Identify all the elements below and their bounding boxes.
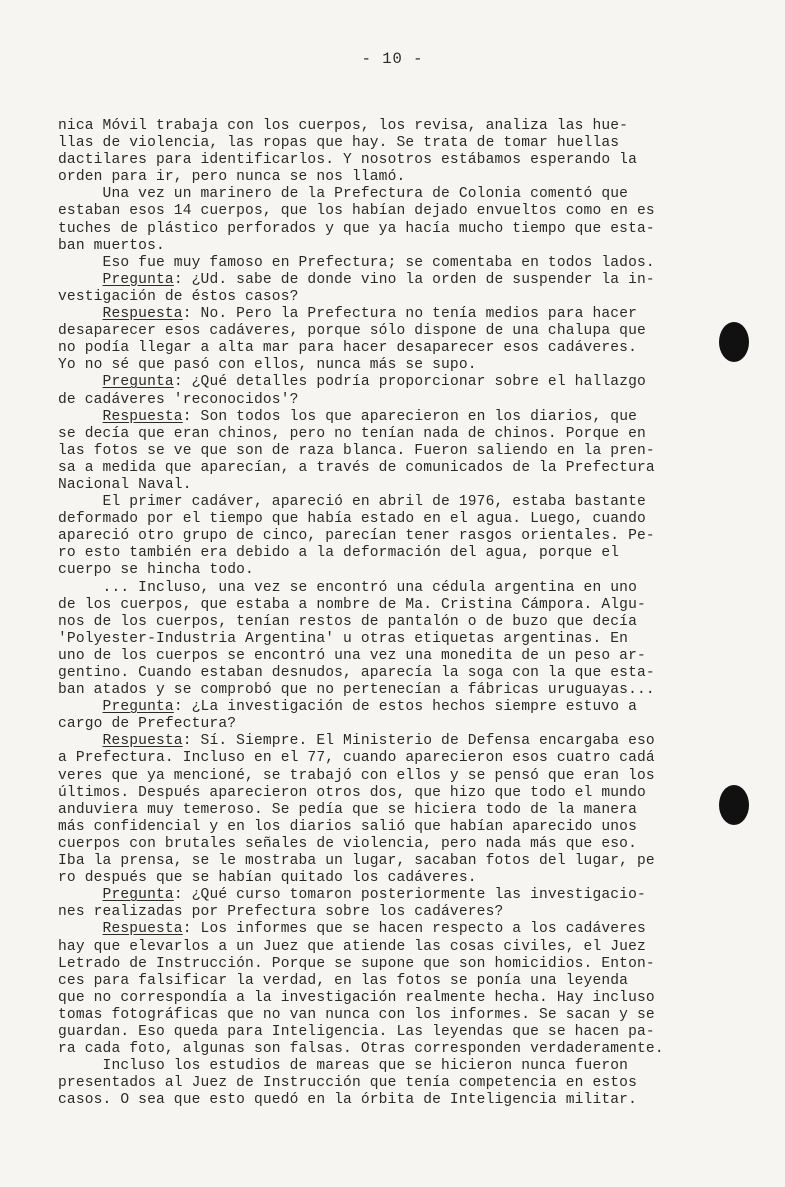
text-segment: Yo no sé que pasó con ellos, nunca más se supo. [58, 357, 477, 374]
speaker-label: Pregunta [102, 887, 174, 904]
text-segment: : Los informes que se hacen respecto a los cadáveres [182, 921, 646, 938]
text-segment: nica Móvil trabaja con los cuerpos, los revisa, analiza las hue- [58, 118, 629, 134]
text-line [58, 802, 748, 819]
text-line [58, 289, 748, 306]
speaker-label: Respuesta [102, 408, 183, 425]
text-line [58, 819, 748, 836]
text-segment: de cadáveres 'reconocidos'? [58, 391, 299, 408]
text-segment: desaparecer esos cadáveres, porque sólo dispone de una chalupa que [58, 323, 646, 340]
text-line [58, 733, 748, 750]
body-text [58, 118, 748, 1109]
text-line [58, 152, 748, 169]
text-segment: orden para ir, pero nunca se nos llamó. [58, 169, 406, 186]
text-segment: ces para falsificar la verdad, en las fotos se ponía una leyenda [58, 972, 629, 989]
text-segment: últimos. Después aparecieron otros dos, que hizo que todo el mundo [58, 784, 646, 801]
text-line [58, 392, 748, 409]
text-line [58, 699, 748, 716]
text-line [58, 665, 748, 682]
text-line [58, 904, 748, 921]
text-line [58, 750, 748, 767]
text-line [58, 1024, 748, 1041]
text-line [58, 716, 748, 733]
text-line [58, 374, 748, 391]
speaker-label: Respuesta [102, 306, 183, 323]
punch-hole-2 [719, 785, 749, 825]
text-line [58, 460, 748, 477]
text-line [58, 887, 748, 904]
text-line [58, 494, 748, 511]
text-segment: uno de los cuerpos se encontró una vez una monedita de un peso ar- [58, 647, 646, 664]
text-line [58, 768, 748, 785]
text-line [58, 118, 748, 135]
text-segment: nes realizadas por Prefectura sobre los cadáveres? [58, 904, 504, 921]
text-segment: anduviera muy temeroso. Se pedía que se hiciera todo de la manera [58, 801, 637, 818]
text-segment: cargo de Prefectura? [58, 716, 237, 733]
text-segment: : Son todos los que aparecieron en los diarios, que [182, 408, 638, 425]
text-line [58, 528, 748, 545]
text-line [58, 426, 748, 443]
text-line [58, 323, 748, 340]
text-line [58, 409, 748, 426]
text-segment: vestigación de éstos casos? [58, 288, 299, 305]
text-segment: El primer cadáver, apareció en abril de 1976, estaba bastante [58, 494, 646, 511]
text-line [58, 203, 748, 220]
text-segment: ro después que se habían quitado los cadáveres. [58, 870, 477, 887]
text-line [58, 1058, 748, 1075]
text-segment: cuerpo se hincha todo. [58, 562, 254, 579]
speaker-label: Respuesta [102, 733, 183, 750]
text-line [58, 1075, 748, 1092]
punch-hole-1 [719, 322, 749, 362]
text-line [58, 306, 748, 323]
text-segment [58, 733, 103, 749]
text-segment: : ¿La investigación de estos hechos siempre estuvo a [173, 699, 638, 716]
text-segment: veres que ya mencioné, se trabajó con ellos y se pensó que eran los [58, 767, 655, 784]
text-line [58, 186, 748, 203]
text-segment: ... Incluso, una vez se encontró una cédula argentina en uno [58, 579, 637, 596]
page-number: - 10 - [361, 50, 424, 68]
text-line [58, 340, 748, 357]
text-line [58, 870, 748, 887]
text-segment: Eso fue muy famoso en Prefectura; se comentaba en todos lados. [58, 254, 655, 271]
text-segment: tomas fotográficas que no van nunca con los informes. Se sacan y se [58, 1006, 655, 1023]
speaker-label: Respuesta [102, 921, 183, 938]
text-segment: más confidencial y en los diarios salió que habían aparecido unos [58, 818, 637, 835]
text-line [58, 614, 748, 631]
text-segment: apareció otro grupo de cinco, parecían tener rasgos orientales. Pe- [58, 528, 655, 545]
text-line [58, 648, 748, 665]
text-line [58, 135, 748, 152]
text-line [58, 545, 748, 562]
text-line [58, 357, 748, 374]
text-line [58, 511, 748, 528]
text-segment: ban atados y se comprobó que no pertenecían a fábricas uruguayas... [58, 682, 655, 699]
text-segment: deformado por el tiempo que había estado en el agua. Luego, cuando [58, 511, 646, 528]
text-segment: no podía llegar a alta mar para hacer desaparecer esos cadáveres. [58, 340, 637, 357]
text-line [58, 169, 748, 186]
text-segment [58, 409, 103, 425]
text-line [58, 836, 748, 853]
text-segment: ro esto también era debido a la deformación del agua, porque el [58, 545, 620, 562]
text-segment: guardan. Eso queda para Inteligencia. Las leyendas que se hacen pa- [58, 1023, 655, 1040]
text-segment [58, 306, 103, 322]
text-line [58, 580, 748, 597]
text-line [58, 990, 748, 1007]
text-segment: hay que elevarlos a un Juez que atiende las cosas civiles, el Juez [58, 938, 646, 955]
text-segment: presentados al Juez de Instrucción que tenía competencia en estos [58, 1075, 637, 1092]
text-segment: casos. O sea que esto quedó en la órbita de Inteligencia militar. [58, 1092, 637, 1109]
text-segment: de los cuerpos, que estaba a nombre de Ma. Cristina Cámpora. Algu- [58, 596, 646, 613]
speaker-label: Pregunta [102, 699, 174, 716]
text-segment: ra cada foto, algunas son falsas. Otras corresponden verdaderamente. [58, 1041, 664, 1058]
text-line [58, 443, 748, 460]
text-line [58, 1092, 748, 1109]
text-segment: ban muertos. [58, 237, 165, 254]
text-segment: las fotos se ve que son de raza blanca. Fueron saliendo en la pren- [58, 442, 655, 459]
text-segment: sa a medida que aparecían, a través de comunicados de la Prefectura [58, 459, 655, 476]
text-segment: : No. Pero la Prefectura no tenía medios para hacer [182, 306, 638, 323]
text-line [58, 1041, 748, 1058]
text-segment: Nacional Naval. [58, 476, 192, 493]
text-segment: : ¿Ud. sabe de donde vino la orden de suspender la in- [173, 271, 655, 288]
text-line [58, 221, 748, 238]
text-line [58, 939, 748, 956]
text-segment: dactilares para identificarlos. Y nosotros estábamos esperando la [58, 152, 637, 169]
text-segment [58, 887, 103, 903]
text-segment: gentino. Cuando estaban desnudos, aparecía la soga con la que esta- [58, 665, 655, 681]
text-line [58, 1007, 748, 1024]
text-line [58, 682, 748, 699]
text-line [58, 238, 748, 255]
text-line [58, 255, 748, 272]
text-segment: tuches de plástico perforados y que ya hacía mucho tiempo que esta- [58, 220, 655, 237]
speaker-label: Pregunta [102, 271, 174, 288]
text-segment: : ¿Qué curso tomaron posteriormente las investigacio- [173, 887, 646, 904]
text-segment: se decía que eran chinos, pero no tenían nada de chinos. Porque en [58, 425, 646, 442]
text-line [58, 921, 748, 938]
text-segment: nos de los cuerpos, tenían restos de pantalón o de buzo que decía [58, 613, 637, 630]
text-segment: que no correspondía a la investigación realmente hecha. Hay incluso [58, 989, 655, 1006]
text-segment: estaban esos 14 cuerpos, que los habían dejado envueltos como en es [58, 203, 655, 220]
speaker-label: Pregunta [102, 374, 174, 391]
text-line [58, 973, 748, 990]
text-segment [58, 374, 103, 390]
text-segment [58, 699, 103, 715]
text-segment: Letrado de Instrucción. Porque se supone que son homicidios. Enton- [58, 955, 655, 972]
text-line [58, 853, 748, 870]
text-segment: Una vez un marinero de la Prefectura de Colonia comentó que [58, 186, 629, 203]
text-segment: llas de violencia, las ropas que hay. Se trata de tomar huellas [58, 135, 620, 152]
text-line [58, 597, 748, 614]
text-line [58, 785, 748, 802]
text-segment [58, 921, 103, 937]
text-line [58, 631, 748, 648]
text-segment: Incluso los estudios de mareas que se hicieron nunca fueron [58, 1058, 629, 1075]
text-line [58, 477, 748, 494]
text-line [58, 272, 748, 289]
text-segment: a Prefectura. Incluso en el 77, cuando aparecieron esos cuatro cadá [58, 750, 655, 767]
text-segment [58, 272, 103, 288]
text-segment: Iba la prensa, se le mostraba un lugar, sacaban fotos del lugar, pe [58, 853, 655, 870]
text-segment: cuerpos con brutales señales de violencia, pero nada más que eso. [58, 835, 637, 852]
text-segment: : Sí. Siempre. El Ministerio de Defensa encargaba eso [182, 733, 655, 750]
text-line [58, 956, 748, 973]
text-line [58, 562, 748, 579]
text-segment: : ¿Qué detalles podría proporcionar sobre el hallazgo [173, 374, 646, 391]
text-segment: 'Polyester-Industria Argentina' u otras etiquetas argentinas. En [58, 630, 629, 647]
